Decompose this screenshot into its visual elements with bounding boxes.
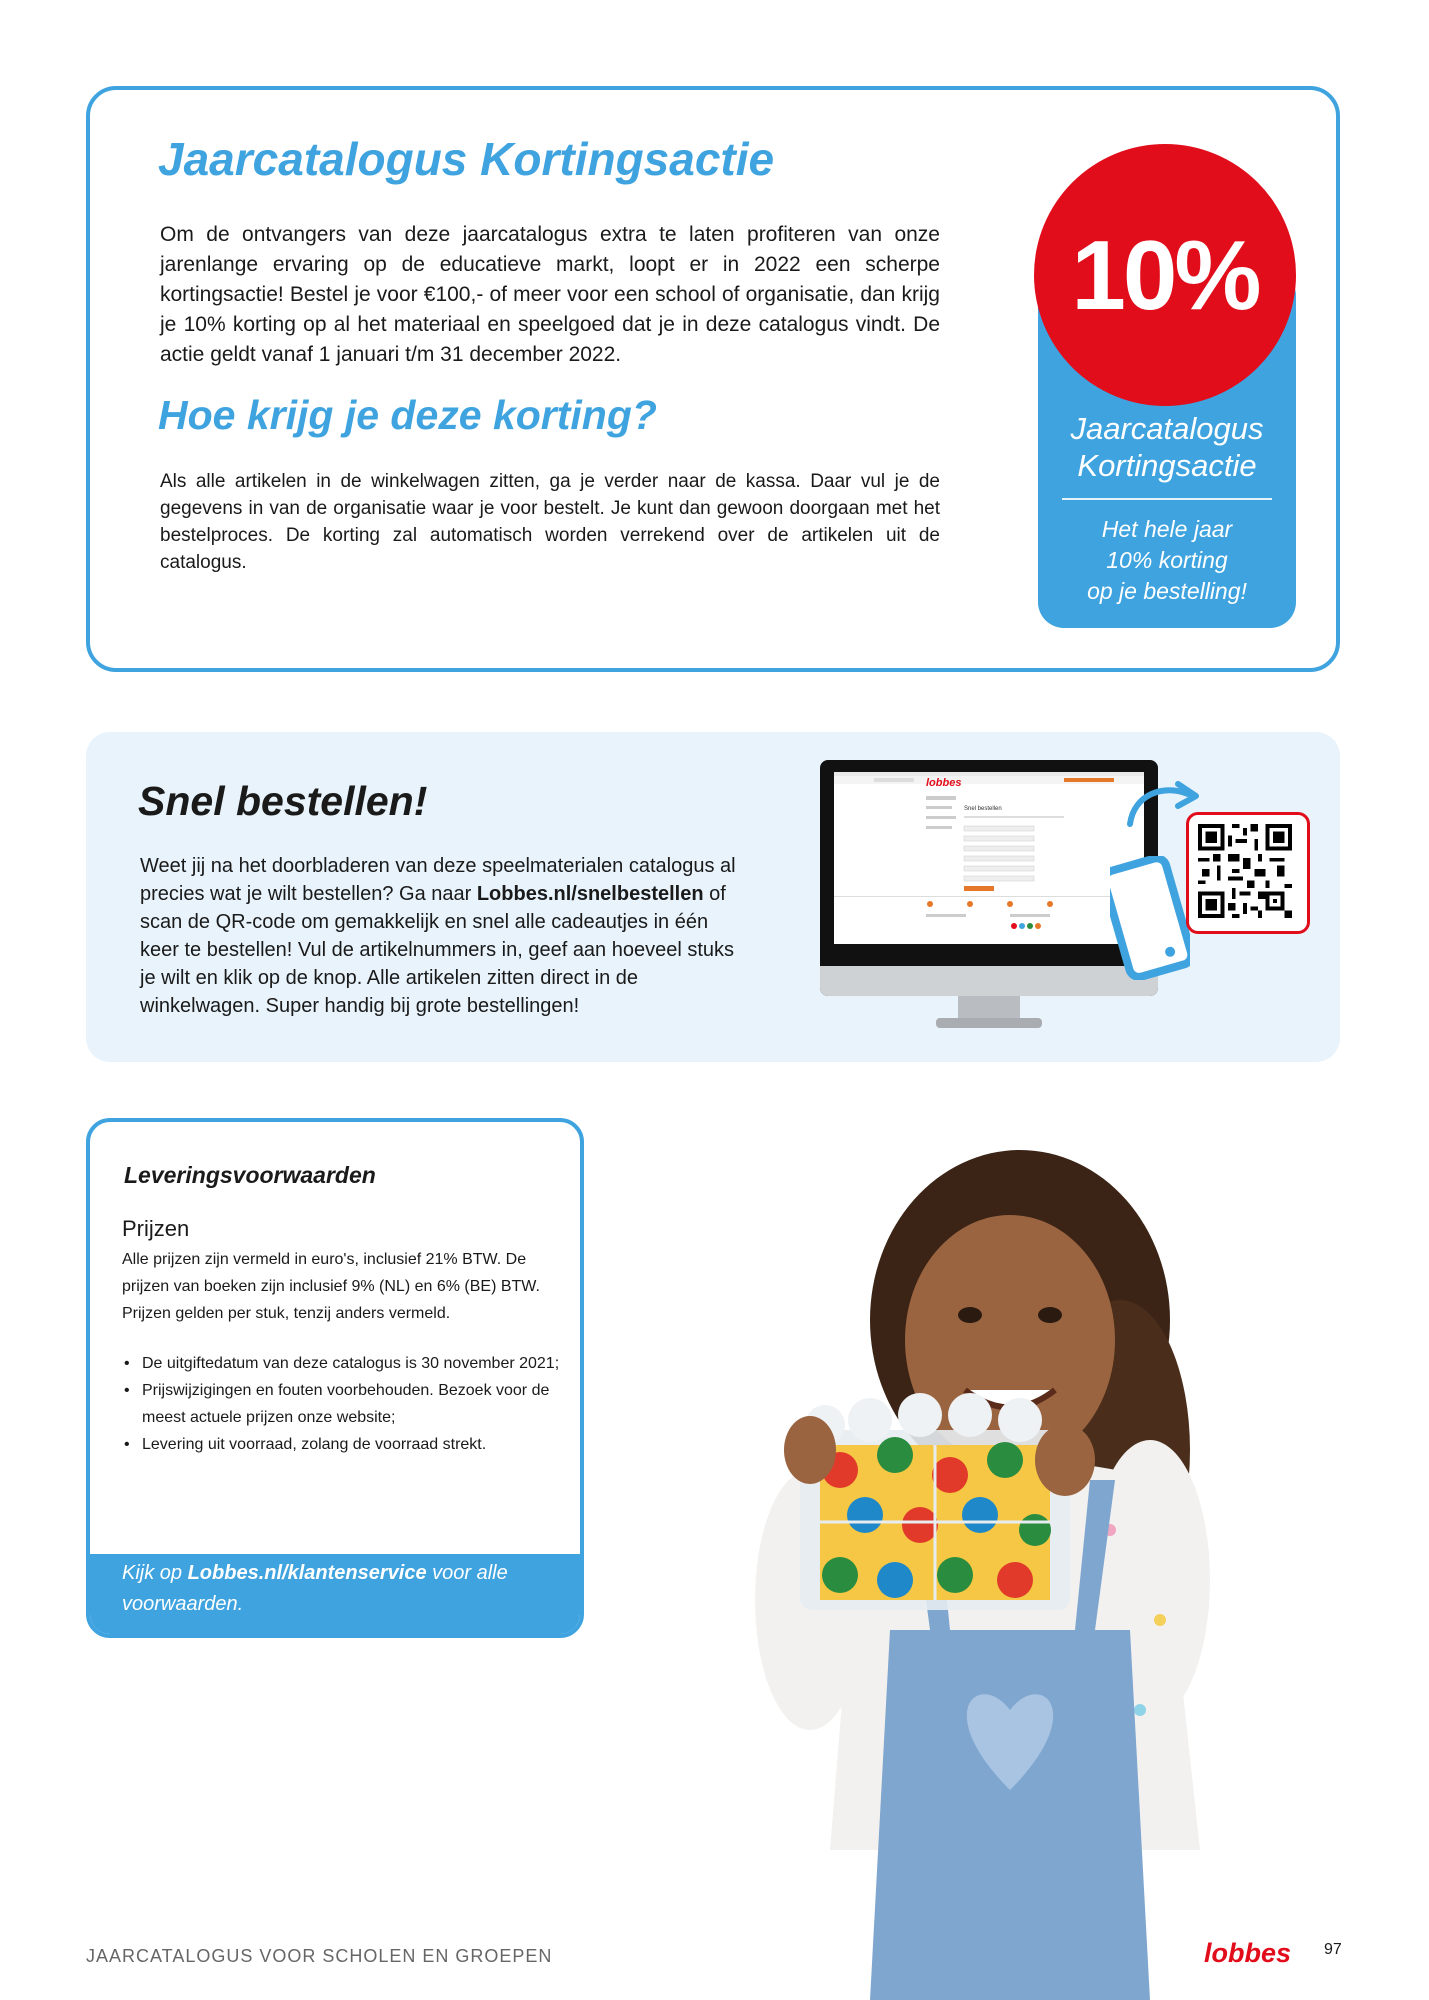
brand-logo: lobbes — [1204, 1938, 1292, 1968]
customer-service-link[interactable]: Lobbes.nl/klantenservice — [187, 1562, 427, 1584]
promo-title: Jaarcatalogus Kortingsactie — [158, 133, 775, 185]
catalog-title: JAARCATALOGUS VOOR SCHOLEN EN GROEPEN — [86, 1946, 553, 1966]
quick-order-text-after: of scan de QR-code om gemakkelijk en snel alle cadeautjes in één keer te bestellen! Vul de artikelnummers in, geef aan hoeveel stuks je wilt en klik op de knop. Alle artikelen zitten direct in de winkelwagen. Super handig bij grote bestellingen! — [140, 883, 735, 1017]
phone-icon — [1110, 856, 1190, 980]
terms-list-item: • Prijswijzigingen en fouten voorbehouden. Bezoek voor de meest actuele prijzen onze website; — [120, 1377, 560, 1431]
quick-order-title: Snel bestellen! — [138, 778, 428, 824]
badge-sub-line2: 10% korting — [1106, 547, 1228, 573]
badge-divider — [1062, 498, 1272, 500]
terms-footer-prefix: Kijk op — [122, 1562, 188, 1584]
child-with-toy-photo — [680, 1150, 1240, 2000]
qr-code-icon[interactable] — [1198, 824, 1292, 918]
prices-heading: Prijzen — [122, 1216, 190, 1241]
terms-list — [120, 1350, 560, 1458]
terms-title: Leveringsvoorwaarden — [124, 1162, 376, 1188]
terms-footer-suffix: voor alle voorwaarden. — [122, 1562, 508, 1615]
badge-title — [1038, 410, 1296, 484]
monitor-chin — [820, 966, 1158, 996]
page-number: 97 — [1324, 1941, 1342, 1958]
discount-badge-circle — [1034, 144, 1296, 406]
how-title: Hoe krijg je deze korting? — [158, 392, 657, 438]
discount-percent: 10% — [1071, 219, 1259, 330]
monitor-screen — [834, 772, 1144, 944]
badge-title-line1: Jaarcatalogus — [1070, 411, 1264, 446]
badge-sub-line3: op je bestelling! — [1087, 578, 1247, 604]
screen-logo: lobbes — [926, 777, 962, 789]
quick-order-link[interactable]: Lobbes.nl/snelbestellen — [476, 883, 704, 905]
promo-text: Om de ontvangers van deze jaarcatalogus extra te laten profiteren van onze jarenlange ervaring op de educatieve markt, loopt er in 2022 een scherpe kortingsactie! Bestel je voor €100,- of meer voor een school of organisatie, dan krijg je 10% korting op al het materiaal en speelgoed dat je in deze catalogus vindt. De actie geldt vanaf 1 januari t/m 31 december 2022. — [160, 223, 940, 366]
badge-sub-line1: Het hele jaar — [1101, 516, 1233, 542]
terms-footer-text — [122, 1558, 542, 1620]
monitor-stand — [958, 996, 1020, 1018]
terms-list-item: • De uitgiftedatum van deze catalogus is 30 november 2021; — [120, 1350, 560, 1377]
badge-title-line2: Kortingsactie — [1077, 448, 1257, 483]
terms-list-item: • Levering uit voorraad, zolang de voorraad strekt. — [120, 1431, 560, 1458]
quick-order-text-before: Weet jij na het doorbladeren van deze speelmaterialen catalogus al precies wat je wilt bestellen? Ga naar — [140, 855, 736, 905]
screen-heading: Snel bestellen — [964, 806, 1002, 812]
how-text: Als alle artikelen in de winkelwagen zitten, ga je verder naar de kassa. Daar vul je de gegevens in van de organisatie waar je voor bestelt. Je kunt dan gewoon doorgaan met het bestelproces. De korting zal automatisch worden verrekend over de artikelen uit de catalogus. — [160, 471, 940, 573]
monitor-foot — [936, 1018, 1042, 1028]
website-screenshot — [834, 772, 1144, 944]
badge-subtitle — [1038, 514, 1296, 607]
quick-order-text — [140, 852, 740, 1020]
prices-text: Alle prijzen zijn vermeld in euro's, inclusief 21% BTW. De prijzen van boeken zijn inclusief 9% (NL) en 6% (BE) BTW. Prijzen gelden per stuk, tenzij anders vermeld. — [122, 1251, 540, 1322]
